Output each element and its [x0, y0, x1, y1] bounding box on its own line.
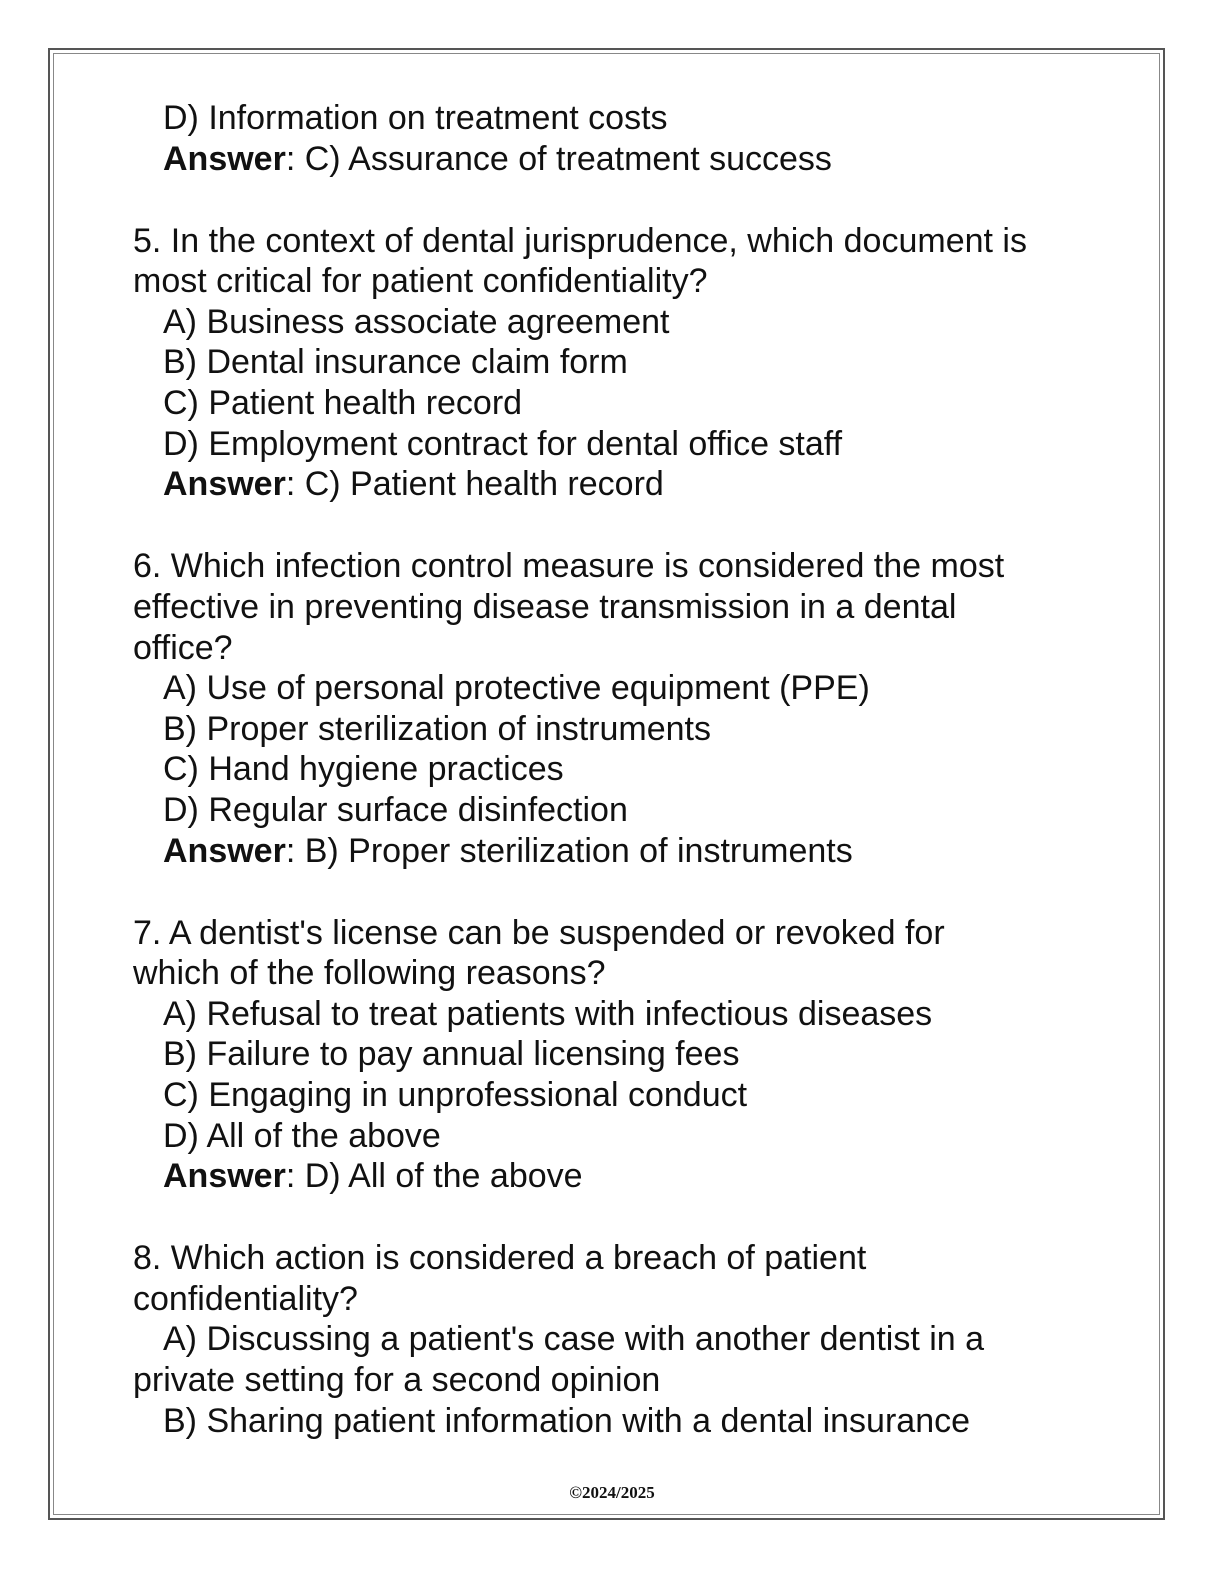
q5-option-d: D) Employment contract for dental office staff: [163, 424, 843, 463]
q7-option-b: B) Failure to pay annual licensing fees: [163, 1035, 740, 1074]
answer-label: Answer: [163, 139, 286, 178]
q4-answer: [133, 139, 1093, 180]
spacer: [133, 1197, 1093, 1239]
q7-option-c: C) Engaging in unprofessional conduct: [163, 1075, 748, 1114]
answer-label: Answer: [163, 831, 286, 870]
q7-answer: [133, 1156, 1093, 1197]
q6-stem-line: 6. Which infection control measure is considered the most: [133, 547, 1005, 586]
q6-stem-line: effective in preventing disease transmission in a dental: [133, 587, 957, 626]
q7-stem-line: 7. A dentist's license can be suspended or revoked for: [133, 913, 945, 952]
answer-text: : C) Patient health record: [285, 465, 664, 504]
q8-option-b: B) Sharing patient information with a dental insurance: [163, 1401, 971, 1440]
answer-text: : D) All of the above: [285, 1157, 583, 1196]
q6-stem-line: office?: [133, 628, 233, 667]
q8-stem-line: 8. Which action is considered a breach of patient: [133, 1239, 867, 1278]
q8-option-a-line: A) Discussing a patient's case with another dentist in a: [163, 1320, 985, 1359]
q6-option-b: B) Proper sterilization of instruments: [163, 709, 711, 748]
q7-option-a: A) Refusal to treat patients with infectious diseases: [163, 994, 933, 1033]
q6-option-d: D) Regular surface disinfection: [163, 790, 628, 829]
q5-option-c: C) Patient health record: [163, 384, 523, 423]
answer-label: Answer: [163, 465, 286, 504]
q8-stem-line: confidentiality?: [133, 1279, 358, 1318]
spacer: [133, 179, 1093, 221]
q6-option-a: A) Use of personal protective equipment (PPE): [163, 669, 870, 708]
answer-text: : B) Proper sterilization of instruments: [285, 831, 853, 870]
q7-stem-line: which of the following reasons?: [133, 954, 606, 993]
answer-text: : C) Assurance of treatment success: [285, 139, 832, 178]
q5-option-a: A) Business associate agreement: [163, 302, 670, 341]
document-content: [133, 98, 1093, 1441]
q6-option-c: C) Hand hygiene practices: [163, 750, 564, 789]
spacer: [133, 505, 1093, 547]
answer-label: Answer: [163, 1157, 286, 1196]
spacer: [133, 871, 1093, 913]
q7-option-d: D) All of the above: [163, 1116, 441, 1155]
q5-stem-line: most critical for patient confidentiality?: [133, 262, 708, 301]
copyright-footer: ©2024/2025: [569, 1483, 655, 1502]
q4-option-d: D) Information on treatment costs: [163, 99, 668, 137]
q8-option-a-line: private setting for a second opinion: [133, 1361, 661, 1400]
q5-answer: [133, 464, 1093, 505]
q5-option-b: B) Dental insurance claim form: [163, 343, 628, 382]
q6-answer: [133, 831, 1093, 872]
q5-stem-line: 5. In the context of dental jurisprudence, which document is: [133, 221, 1027, 260]
